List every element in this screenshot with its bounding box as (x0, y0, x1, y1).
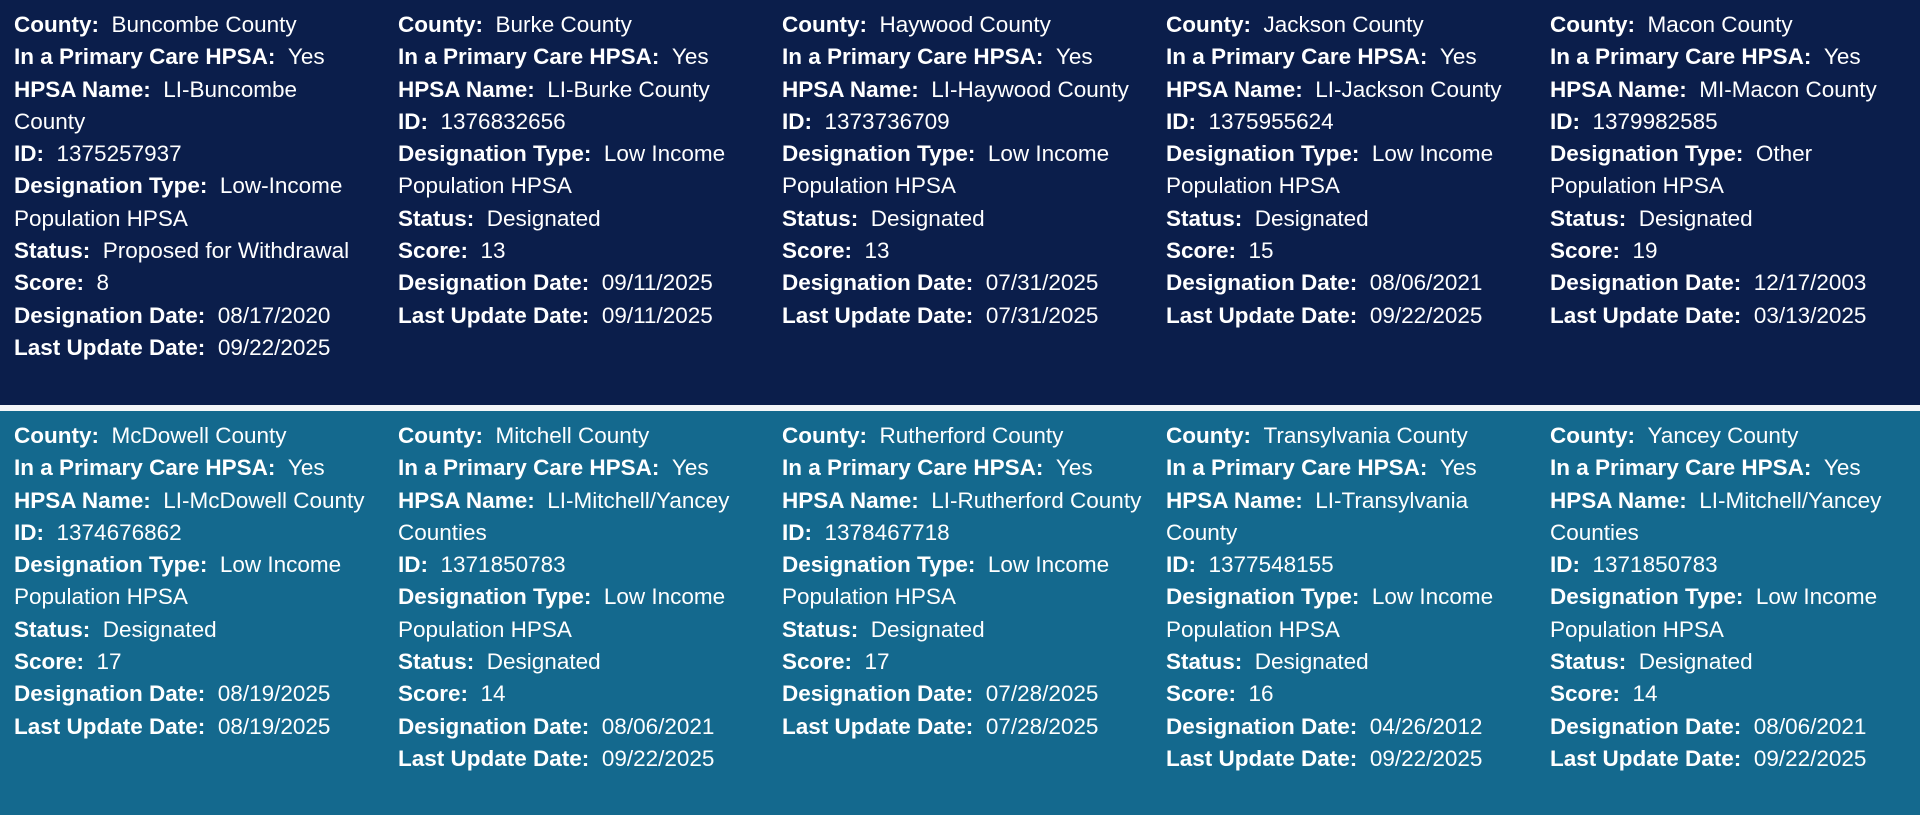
ddate-label: Designation Date: (782, 681, 974, 707)
county-label: County: (1166, 423, 1251, 448)
id-value: 1371850783 (440, 552, 566, 578)
status-label: Status: (398, 205, 475, 231)
status-label: Status: (782, 616, 859, 642)
ddate-label: Designation Date: (1166, 270, 1358, 296)
field-score (398, 678, 758, 710)
county-card (768, 420, 1152, 815)
ddate-value: 08/06/2021 (601, 713, 715, 739)
score-value: 8 (96, 270, 110, 296)
udate-value: 09/11/2025 (601, 302, 713, 328)
field-score (1550, 235, 1910, 267)
county-value: Buncombe County (111, 12, 297, 37)
status-label: Status: (1166, 649, 1243, 675)
field-score (1166, 678, 1526, 710)
status-value: Designated (1638, 649, 1753, 675)
field-county (1550, 420, 1910, 452)
id-value: 1373736709 (824, 108, 950, 134)
field-ddate (1166, 711, 1526, 743)
name-value: LI-Jackson County (1315, 76, 1502, 102)
field-name (782, 74, 1142, 106)
udate-label: Last Update Date: (1550, 745, 1742, 771)
field-score (1166, 235, 1526, 267)
udate-label: Last Update Date: (782, 302, 974, 328)
id-label: ID: (14, 519, 44, 545)
field-primary (398, 41, 758, 73)
field-id (1166, 549, 1526, 581)
field-primary (1166, 41, 1526, 73)
status-label: Status: (1166, 205, 1243, 231)
field-county (398, 9, 758, 41)
field-id (782, 106, 1142, 138)
field-udate (1550, 743, 1910, 775)
id-value: 1377548155 (1208, 552, 1334, 578)
score-value: 13 (864, 238, 890, 264)
field-ddate (398, 711, 758, 743)
field-name (398, 485, 758, 550)
udate-value: 03/13/2025 (1753, 302, 1867, 328)
dtype-label: Designation Type: (782, 141, 976, 167)
ddate-value: 08/06/2021 (1369, 270, 1483, 296)
name-label: HPSA Name: (782, 76, 919, 102)
county-card (0, 420, 384, 815)
udate-label: Last Update Date: (1550, 302, 1742, 328)
ddate-label: Designation Date: (1166, 713, 1358, 739)
ddate-label: Designation Date: (14, 302, 206, 328)
udate-label: Last Update Date: (398, 745, 590, 771)
primary-value: Yes (671, 44, 709, 70)
county-value: Mitchell County (495, 423, 650, 448)
udate-value: 07/31/2025 (985, 302, 1099, 328)
udate-value: 09/22/2025 (1369, 745, 1483, 771)
ddate-label: Designation Date: (782, 270, 974, 296)
field-primary (14, 452, 374, 484)
primary-value: Yes (1823, 455, 1861, 481)
field-name (1166, 485, 1526, 550)
primary-label: In a Primary Care HPSA: (398, 455, 660, 481)
primary-label: In a Primary Care HPSA: (782, 455, 1044, 481)
field-udate (1166, 743, 1526, 775)
primary-value: Yes (1055, 44, 1093, 70)
field-score (14, 267, 374, 299)
id-label: ID: (1550, 552, 1580, 578)
name-label: HPSA Name: (782, 487, 919, 513)
score-value: 16 (1248, 681, 1274, 707)
ddate-value: 08/19/2025 (217, 681, 331, 707)
ddate-value: 04/26/2012 (1369, 713, 1483, 739)
dtype-label: Designation Type: (782, 552, 976, 578)
field-primary (782, 41, 1142, 73)
name-label: HPSA Name: (1550, 76, 1687, 102)
score-value: 17 (96, 649, 122, 675)
dtype-value: Low Income Population HPSA (14, 552, 342, 610)
bottom-band (0, 411, 1920, 815)
id-label: ID: (1550, 108, 1580, 134)
field-score (14, 646, 374, 678)
dtype-value: Low-Income Population HPSA (14, 173, 343, 231)
field-udate (14, 711, 374, 743)
id-label: ID: (782, 519, 812, 545)
field-dtype (1550, 138, 1910, 203)
county-label: County: (14, 423, 99, 448)
primary-value: Yes (1439, 44, 1477, 70)
status-value: Designated (1638, 205, 1753, 231)
status-value: Designated (1254, 205, 1369, 231)
name-label: HPSA Name: (1550, 487, 1687, 513)
field-id (782, 517, 1142, 549)
dtype-value: Low Income Population HPSA (782, 552, 1110, 610)
field-status (782, 614, 1142, 646)
score-label: Score: (1166, 238, 1237, 264)
dtype-label: Designation Type: (14, 173, 208, 199)
field-id (398, 549, 758, 581)
primary-label: In a Primary Care HPSA: (782, 44, 1044, 70)
field-status (398, 203, 758, 235)
ddate-label: Designation Date: (14, 681, 206, 707)
primary-label: In a Primary Care HPSA: (1166, 455, 1428, 481)
field-ddate (1550, 267, 1910, 299)
status-label: Status: (14, 616, 91, 642)
status-value: Designated (486, 205, 601, 231)
field-ddate (1166, 267, 1526, 299)
field-dtype (1166, 138, 1526, 203)
field-udate (398, 743, 758, 775)
field-dtype (14, 549, 374, 614)
field-name (14, 485, 374, 517)
field-primary (1550, 41, 1910, 73)
dtype-label: Designation Type: (1166, 141, 1360, 167)
name-value: MI-Macon County (1699, 76, 1877, 102)
id-value: 1375955624 (1208, 108, 1334, 134)
name-label: HPSA Name: (1166, 76, 1303, 102)
field-primary (398, 452, 758, 484)
field-ddate (782, 267, 1142, 299)
field-ddate (782, 678, 1142, 710)
status-label: Status: (14, 238, 91, 264)
field-county (1550, 9, 1910, 41)
county-label: County: (782, 423, 867, 448)
field-county (14, 420, 374, 452)
udate-label: Last Update Date: (1166, 745, 1358, 771)
top-band (0, 0, 1920, 405)
field-county (1166, 420, 1526, 452)
primary-value: Yes (1055, 455, 1093, 481)
field-udate (782, 711, 1142, 743)
county-label: County: (14, 12, 99, 37)
county-card (384, 9, 768, 405)
udate-label: Last Update Date: (398, 302, 590, 328)
score-label: Score: (14, 270, 85, 296)
field-ddate (14, 678, 374, 710)
dtype-value: Low Income Population HPSA (1166, 141, 1494, 199)
primary-label: In a Primary Care HPSA: (14, 44, 276, 70)
county-card (1536, 420, 1920, 815)
udate-label: Last Update Date: (14, 713, 206, 739)
status-label: Status: (782, 205, 859, 231)
udate-label: Last Update Date: (1166, 302, 1358, 328)
county-value: Burke County (495, 12, 632, 37)
county-row-bottom (0, 411, 1920, 815)
ddate-label: Designation Date: (1550, 270, 1742, 296)
name-value: LI-Rutherford County (931, 487, 1142, 513)
field-id (1550, 106, 1910, 138)
field-primary (782, 452, 1142, 484)
id-label: ID: (398, 552, 428, 578)
ddate-value: 07/31/2025 (985, 270, 1099, 296)
id-value: 1378467718 (824, 519, 950, 545)
id-label: ID: (398, 108, 428, 134)
ddate-label: Designation Date: (1550, 713, 1742, 739)
field-ddate (398, 267, 758, 299)
name-label: HPSA Name: (14, 487, 151, 513)
field-udate (14, 332, 374, 364)
field-name (1166, 74, 1526, 106)
field-status (1166, 646, 1526, 678)
county-card (768, 9, 1152, 405)
name-value: LI-McDowell County (163, 487, 365, 513)
name-value: LI-Transylvania County (1166, 487, 1469, 545)
field-primary (1550, 452, 1910, 484)
ddate-value: 08/17/2020 (217, 302, 331, 328)
name-value: LI-Mitchell/Yancey Counties (1550, 487, 1882, 545)
ddate-value: 09/11/2025 (601, 270, 713, 296)
field-primary (1166, 452, 1526, 484)
id-value: 1375257937 (56, 141, 182, 167)
id-value: 1376832656 (440, 108, 566, 134)
county-value: Transylvania County (1263, 423, 1468, 448)
primary-label: In a Primary Care HPSA: (1550, 455, 1812, 481)
udate-value: 08/19/2025 (217, 713, 331, 739)
score-value: 14 (1632, 681, 1658, 707)
primary-value: Yes (1823, 44, 1861, 70)
score-value: 17 (864, 649, 890, 675)
primary-value: Yes (1439, 455, 1477, 481)
name-value: LI-Burke County (547, 76, 710, 102)
score-label: Score: (398, 681, 469, 707)
primary-label: In a Primary Care HPSA: (398, 44, 660, 70)
id-value: 1379982585 (1592, 108, 1718, 134)
ddate-value: 08/06/2021 (1753, 713, 1867, 739)
dtype-label: Designation Type: (1550, 584, 1744, 610)
name-label: HPSA Name: (1166, 487, 1303, 513)
field-status (398, 646, 758, 678)
county-label: County: (782, 12, 867, 37)
status-label: Status: (1550, 205, 1627, 231)
field-status (14, 235, 374, 267)
score-label: Score: (782, 238, 853, 264)
field-id (1550, 549, 1910, 581)
field-status (1166, 203, 1526, 235)
field-dtype (398, 138, 758, 203)
county-value: Macon County (1647, 12, 1793, 37)
field-name (398, 74, 758, 106)
udate-value: 09/22/2025 (1753, 745, 1867, 771)
field-dtype (782, 549, 1142, 614)
primary-label: In a Primary Care HPSA: (14, 455, 276, 481)
field-ddate (14, 300, 374, 332)
ddate-label: Designation Date: (398, 713, 590, 739)
dtype-value: Other Population HPSA (1550, 141, 1813, 199)
field-udate (782, 300, 1142, 332)
county-card (1152, 420, 1536, 815)
dtype-label: Designation Type: (1166, 584, 1360, 610)
score-label: Score: (1550, 681, 1621, 707)
county-card (384, 420, 768, 815)
ddate-value: 07/28/2025 (985, 681, 1099, 707)
field-status (1550, 203, 1910, 235)
dtype-value: Low Income Population HPSA (1550, 584, 1878, 642)
id-label: ID: (14, 141, 44, 167)
field-score (1550, 678, 1910, 710)
field-status (14, 614, 374, 646)
id-label: ID: (1166, 108, 1196, 134)
primary-label: In a Primary Care HPSA: (1166, 44, 1428, 70)
field-dtype (14, 170, 374, 235)
name-label: HPSA Name: (398, 487, 535, 513)
field-dtype (1166, 581, 1526, 646)
udate-value: 09/22/2025 (1369, 302, 1483, 328)
primary-label: In a Primary Care HPSA: (1550, 44, 1812, 70)
id-label: ID: (782, 108, 812, 134)
field-id (14, 517, 374, 549)
field-udate (398, 300, 758, 332)
field-status (782, 203, 1142, 235)
score-label: Score: (1166, 681, 1237, 707)
field-county (14, 9, 374, 41)
field-county (782, 9, 1142, 41)
field-name (14, 74, 374, 139)
score-value: 13 (480, 238, 506, 264)
county-label: County: (1550, 12, 1635, 37)
field-id (1166, 106, 1526, 138)
status-value: Designated (870, 205, 985, 231)
status-value: Designated (486, 649, 601, 675)
id-value: 1374676862 (56, 519, 182, 545)
field-status (1550, 646, 1910, 678)
field-udate (1166, 300, 1526, 332)
status-value: Designated (870, 616, 985, 642)
name-label: HPSA Name: (398, 76, 535, 102)
county-value: Haywood County (879, 12, 1051, 37)
field-name (1550, 74, 1910, 106)
status-value: Designated (1254, 649, 1369, 675)
dtype-value: Low Income Population HPSA (782, 141, 1110, 199)
ddate-label: Designation Date: (398, 270, 590, 296)
udate-value: 07/28/2025 (985, 713, 1099, 739)
county-card (1152, 9, 1536, 405)
field-id (14, 138, 374, 170)
name-label: HPSA Name: (14, 76, 151, 102)
county-label: County: (1166, 12, 1251, 37)
county-value: Rutherford County (879, 423, 1064, 448)
dtype-label: Designation Type: (14, 552, 208, 578)
dtype-value: Low Income Population HPSA (398, 584, 726, 642)
primary-value: Yes (671, 455, 709, 481)
status-label: Status: (398, 649, 475, 675)
id-label: ID: (1166, 552, 1196, 578)
score-value: 14 (480, 681, 506, 707)
udate-label: Last Update Date: (14, 334, 206, 360)
field-dtype (398, 581, 758, 646)
score-label: Score: (1550, 238, 1621, 264)
county-label: County: (398, 423, 483, 448)
county-value: McDowell County (111, 423, 287, 448)
udate-value: 09/22/2025 (217, 334, 331, 360)
field-score (782, 646, 1142, 678)
field-score (782, 235, 1142, 267)
county-value: Jackson County (1263, 12, 1424, 37)
score-value: 19 (1632, 238, 1658, 264)
county-label: County: (1550, 423, 1635, 448)
field-dtype (782, 138, 1142, 203)
dtype-label: Designation Type: (1550, 141, 1744, 167)
dtype-label: Designation Type: (398, 584, 592, 610)
score-label: Score: (398, 238, 469, 264)
primary-value: Yes (287, 455, 325, 481)
status-label: Status: (1550, 649, 1627, 675)
field-score (398, 235, 758, 267)
status-value: Proposed for Withdrawal (102, 238, 350, 264)
name-value: LI-Buncombe County (14, 76, 298, 134)
field-county (1166, 9, 1526, 41)
field-county (398, 420, 758, 452)
dtype-label: Designation Type: (398, 141, 592, 167)
primary-value: Yes (287, 44, 325, 70)
ddate-value: 12/17/2003 (1753, 270, 1867, 296)
udate-value: 09/22/2025 (601, 745, 715, 771)
score-label: Score: (14, 649, 85, 675)
field-primary (14, 41, 374, 73)
county-label: County: (398, 12, 483, 37)
id-value: 1371850783 (1592, 552, 1718, 578)
dtype-value: Low Income Population HPSA (1166, 584, 1494, 642)
field-name (782, 485, 1142, 517)
field-dtype (1550, 581, 1910, 646)
name-value: LI-Mitchell/Yancey Counties (398, 487, 730, 545)
field-name (1550, 485, 1910, 550)
field-udate (1550, 300, 1910, 332)
field-county (782, 420, 1142, 452)
score-value: 15 (1248, 238, 1274, 264)
udate-label: Last Update Date: (782, 713, 974, 739)
county-card (0, 9, 384, 405)
score-label: Score: (782, 649, 853, 675)
status-value: Designated (102, 616, 217, 642)
county-card (1536, 9, 1920, 405)
name-value: LI-Haywood County (931, 76, 1129, 102)
field-id (398, 106, 758, 138)
county-row-top (0, 0, 1920, 405)
county-value: Yancey County (1647, 423, 1799, 448)
dtype-value: Low Income Population HPSA (398, 141, 726, 199)
field-ddate (1550, 711, 1910, 743)
